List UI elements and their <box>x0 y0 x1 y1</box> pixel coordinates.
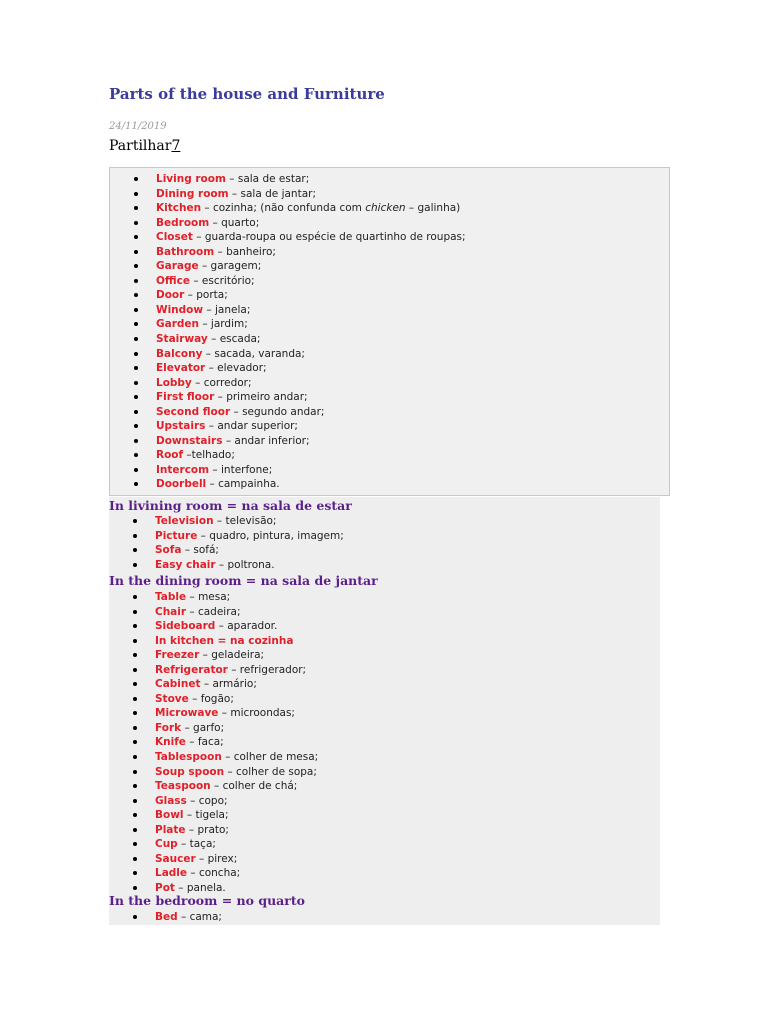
vocab-translation: – concha; <box>187 867 241 880</box>
list-item <box>109 837 318 852</box>
list-item <box>109 794 318 809</box>
page-title: Parts of the house and Furniture <box>109 85 385 103</box>
section-heading-bedroom: In the bedroom = no quarto <box>109 893 305 908</box>
vocab-translation: – faca; <box>185 736 224 749</box>
list-item <box>110 477 466 492</box>
vocab-term: Garage <box>156 260 199 273</box>
rooms-list <box>110 172 466 492</box>
list-item <box>109 590 318 605</box>
vocab-term: Knife <box>155 736 186 749</box>
vocab-term: Refrigerator <box>155 663 228 676</box>
vocab-term: Sideboard <box>155 620 216 633</box>
list-item <box>109 808 318 823</box>
list-item <box>109 514 344 529</box>
list-item <box>110 317 466 332</box>
vocab-translation: – taça; <box>177 838 216 851</box>
vocab-term: Closet <box>156 231 193 244</box>
vocab-term: Bathroom <box>156 245 215 258</box>
vocab-term: Balcony <box>156 347 203 360</box>
vocab-term: Doorbell <box>156 478 207 491</box>
vocab-term: Sofa <box>155 544 182 557</box>
vocab-translation: –telhado; <box>183 449 235 462</box>
vocab-translation: – colher de mesa; <box>221 751 319 764</box>
list-item <box>110 361 466 376</box>
vocab-translation: – primeiro andar; <box>214 391 308 404</box>
vocab-translation: – corredor; <box>191 376 252 389</box>
list-item <box>109 692 318 707</box>
dining-room-list <box>109 590 318 895</box>
vocab-translation: – interfone; <box>209 463 273 476</box>
vocab-translation: – fogão; <box>188 692 234 705</box>
vocab-term: Tablespoon <box>155 751 222 764</box>
vocab-term: Downstairs <box>156 434 223 447</box>
vocab-term: Bowl <box>155 809 184 822</box>
vocab-term: Window <box>156 303 204 316</box>
vocab-translation: – colher de chá; <box>210 780 298 793</box>
vocab-term: Bedroom <box>156 216 210 229</box>
vocab-translation: – cama; <box>177 911 222 923</box>
list-item <box>110 187 466 202</box>
vocab-term: Cabinet <box>155 678 201 691</box>
vocab-term: Garden <box>156 318 199 331</box>
vocab-term: Office <box>156 274 190 287</box>
vocab-translation: – refrigerador; <box>227 663 307 676</box>
vocab-term: Television <box>155 515 214 527</box>
vocab-translation: – elevador; <box>205 362 267 375</box>
list-item <box>110 259 466 274</box>
vocab-term: Lobby <box>156 376 192 389</box>
rooms-box <box>109 167 670 496</box>
vocab-term: Dining room <box>156 187 229 200</box>
list-item <box>110 376 466 391</box>
share-count: 7 <box>171 138 181 154</box>
list-item <box>109 663 318 678</box>
vocab-translation: – colher de sopa; <box>224 765 317 778</box>
list-item <box>109 765 318 780</box>
list-item <box>109 634 318 649</box>
list-item <box>109 706 318 721</box>
list-item <box>110 274 466 289</box>
vocab-term: Bed <box>155 911 178 923</box>
vocab-translation: – banheiro; <box>214 245 276 258</box>
vocab-term: Microwave <box>155 707 219 720</box>
vocab-translation: – geladeira; <box>199 649 265 662</box>
list-item <box>110 303 466 318</box>
vocab-translation: – porta; <box>184 289 228 302</box>
list-item <box>110 347 466 362</box>
vocab-emphasis: chicken <box>365 202 406 215</box>
vocab-term: Pot <box>155 881 175 894</box>
vocab-term: Stove <box>155 692 189 705</box>
list-item <box>109 750 318 765</box>
vocab-translation: – quadro, pintura, imagem; <box>197 529 344 542</box>
vocab-translation: – escada; <box>207 333 261 346</box>
list-item <box>110 288 466 303</box>
vocab-translation: – sala de estar; <box>225 173 310 185</box>
list-item <box>110 448 466 463</box>
vocab-term: Table <box>155 591 187 603</box>
list-item <box>109 543 344 558</box>
vocab-translation: – janela; <box>203 303 251 316</box>
vocab-term: Second floor <box>156 405 231 418</box>
list-item <box>109 605 318 620</box>
section-heading-living-room: In livining room = na sala de estar <box>109 498 352 513</box>
vocab-term: Fork <box>155 721 182 734</box>
vocab-translation: – escritório; <box>189 274 255 287</box>
vocab-translation: – panela. <box>174 881 226 894</box>
vocab-term: Upstairs <box>156 420 206 433</box>
bedroom-list <box>109 910 222 925</box>
list-item <box>110 434 466 449</box>
vocab-translation: – televisão; <box>213 515 277 527</box>
list-item <box>110 419 466 434</box>
vocab-translation: – quarto; <box>209 216 260 229</box>
list-item <box>109 558 344 573</box>
list-item <box>109 779 318 794</box>
vocab-translation: – tigela; <box>183 809 229 822</box>
vocab-term: First floor <box>156 391 215 404</box>
list-item <box>110 245 466 260</box>
list-item <box>109 866 318 881</box>
share-label: Partilhar <box>109 138 172 154</box>
post-date: 24/11/2019 <box>109 121 167 132</box>
list-item <box>109 677 318 692</box>
vocab-term: Intercom <box>156 463 210 476</box>
vocab-translation: – pirex; <box>195 852 238 865</box>
list-item <box>109 529 344 544</box>
vocab-translation: – garfo; <box>181 721 225 734</box>
vocab-term: Roof <box>156 449 184 462</box>
vocab-term: Freezer <box>155 649 200 662</box>
list-item <box>109 823 318 838</box>
vocab-term: Plate <box>155 823 186 836</box>
vocab-term: Kitchen <box>156 202 202 215</box>
vocab-translation: – guarda-roupa ou espécie de quartinho de roupas; <box>192 231 466 244</box>
list-item <box>109 721 318 736</box>
vocab-term: Elevator <box>156 362 206 375</box>
vocab-translation: – sofá; <box>181 544 219 557</box>
vocab-translation: – prato; <box>185 823 229 836</box>
vocab-term: Easy chair <box>155 558 216 571</box>
list-item <box>110 332 466 347</box>
vocab-translation: – sala de jantar; <box>228 187 316 200</box>
vocab-translation: – jardim; <box>199 318 248 331</box>
list-item <box>109 619 318 634</box>
vocab-translation: – armário; <box>200 678 257 691</box>
vocab-translation: – garagem; <box>198 260 262 273</box>
vocab-term: Stairway <box>156 333 208 346</box>
vocab-term: Living room <box>156 173 226 185</box>
vocab-term: Cup <box>155 838 178 851</box>
vocab-term: Chair <box>155 605 187 618</box>
vocab-term: Door <box>156 289 185 302</box>
vocab-translation: – mesa; <box>186 591 231 603</box>
vocab-translation: – copo; <box>186 794 228 807</box>
list-item <box>109 735 318 750</box>
list-item <box>110 172 466 187</box>
list-item <box>110 390 466 405</box>
vocab-translation: – cozinha; (não confunda com <box>201 202 366 215</box>
list-item <box>110 216 466 231</box>
list-item <box>109 910 222 925</box>
vocab-term: Teaspoon <box>155 780 211 793</box>
vocab-term: In kitchen = na cozinha <box>155 634 294 647</box>
list-item <box>110 201 466 216</box>
vocab-translation: – sacada, varanda; <box>202 347 305 360</box>
vocab-translation: – microondas; <box>218 707 295 720</box>
list-item <box>109 852 318 867</box>
vocab-translation: – cadeira; <box>186 605 241 618</box>
list-item <box>109 648 318 663</box>
vocab-translation: – poltrona. <box>215 558 275 571</box>
vocab-term: Soup spoon <box>155 765 225 778</box>
vocab-translation: – aparador. <box>215 620 278 633</box>
vocab-translation: – andar superior; <box>205 420 298 433</box>
vocab-term: Saucer <box>155 852 196 865</box>
list-item <box>110 230 466 245</box>
living-room-list <box>109 514 344 572</box>
vocab-term: Ladle <box>155 867 188 880</box>
share-link[interactable] <box>109 138 180 154</box>
list-item <box>110 405 466 420</box>
list-item <box>110 463 466 478</box>
vocab-term: Glass <box>155 794 187 807</box>
vocab-translation-tail: – galinha) <box>405 202 461 215</box>
vocab-translation: – campainha. <box>206 478 280 491</box>
vocab-translation: – segundo andar; <box>230 405 325 418</box>
vocab-translation: – andar inferior; <box>222 434 310 447</box>
section-heading-dining-room: In the dining room = na sala de jantar <box>109 573 378 588</box>
vocab-term: Picture <box>155 529 198 542</box>
